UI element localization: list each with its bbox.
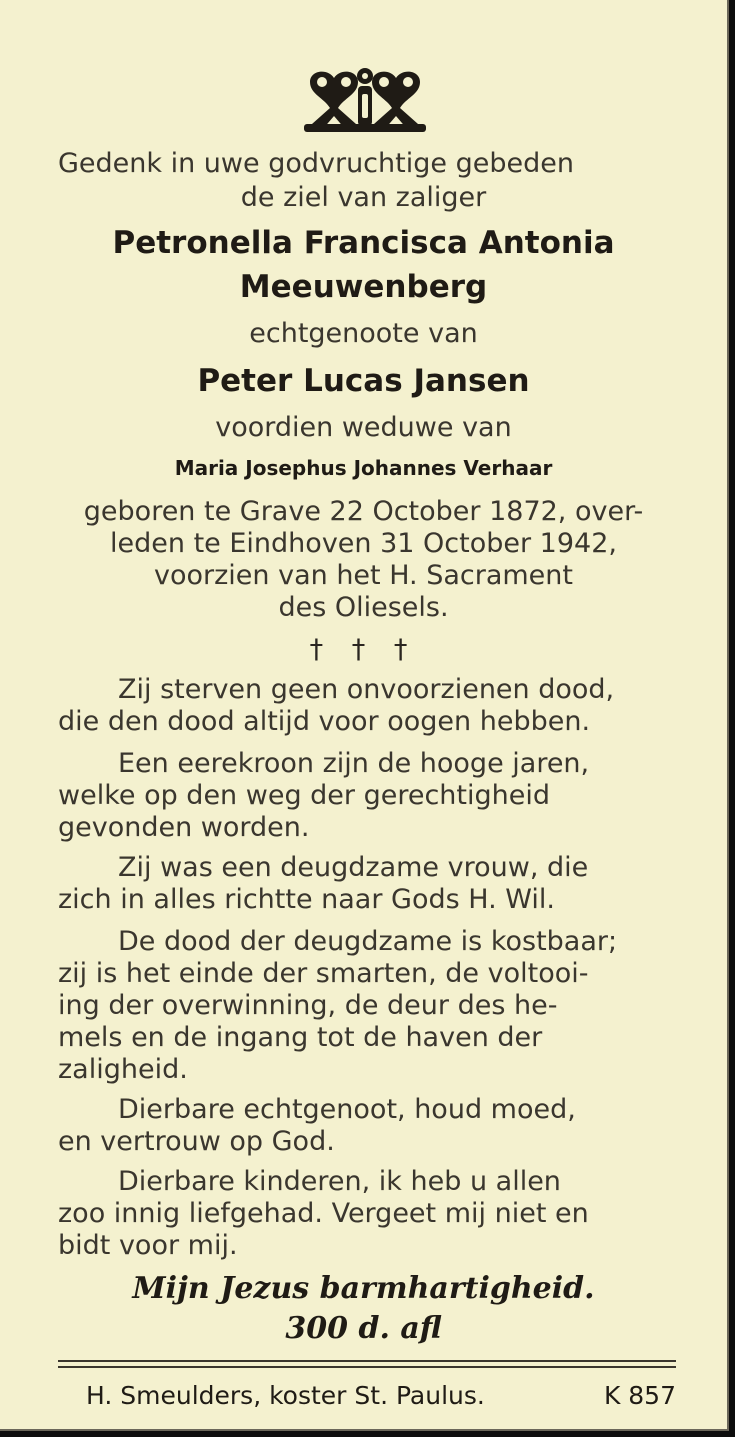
verse-2-line-1: Een eerekroon zijn de hooge jaren,: [118, 748, 590, 779]
verse-1-line-1: Zij sterven geen onvoorzienen dood,: [118, 674, 615, 705]
crosses: † † †: [309, 634, 418, 665]
spouse-name: Peter Lucas Jansen: [197, 363, 530, 399]
ornament-icon: [300, 64, 430, 134]
verse-6-line-2: zoo innig liefgehad. Vergeet mij niet en: [58, 1198, 589, 1229]
divider-rule-top: [58, 1360, 676, 1362]
deceased-surname: Meeuwenberg: [239, 269, 488, 305]
indulgence: 300 d. afl: [285, 1311, 442, 1346]
verse-3-line-2: zich in alles richtte naar Gods H. Wil.: [58, 884, 555, 915]
verse-4-line-2: zij is het einde der smarten, de voltooi-: [58, 958, 589, 989]
footer: [86, 1381, 676, 1410]
verse-1-line-2: die den dood altijd voor oogen hebben.: [58, 706, 591, 737]
printer-name: H. Smeulders, koster St. Paulus.: [86, 1381, 485, 1410]
invocation-line-2: de ziel van zaliger: [240, 182, 487, 213]
previous-spouse-name: Maria Josephus Johannes Verhaar: [174, 456, 553, 480]
verse-4-line-5: zaligheid.: [58, 1054, 188, 1085]
spouse-intro: echtgenoote van: [249, 318, 478, 349]
prayer: Mijn Jezus barmhartigheid.: [132, 1271, 595, 1306]
verse-4-line-4: mels en de ingang tot de haven der: [58, 1022, 543, 1053]
verse-5-line-2: en vertrouw op God.: [58, 1126, 335, 1157]
deceased-name: Petronella Francisca Antonia: [112, 225, 615, 261]
card-code: K 857: [603, 1381, 676, 1410]
verse-2-line-2: welke op den weg der gerechtigheid: [58, 780, 551, 811]
previous-intro: voordien weduwe van: [215, 412, 512, 443]
verse-4-line-3: ing der overwinning, de deur des he-: [58, 990, 558, 1021]
verse-3-line-1: Zij was een deugdzame vrouw, die: [118, 852, 589, 883]
verse-2-line-3: gevonden worden.: [58, 812, 310, 843]
verse-5-line-1: Dierbare echtgenoot, houd moed,: [118, 1094, 576, 1125]
life-line-4: des Oliesels.: [278, 592, 449, 623]
life-line-2: leden te Eindhoven 31 October 1942,: [110, 528, 617, 559]
invocation-text: Gedenk in uwe godvruchtige gebeden: [58, 148, 574, 179]
verse-6-line-1: Dierbare kinderen, ik heb u allen: [118, 1166, 561, 1197]
divider-rule-bottom: [58, 1366, 676, 1368]
life-line-1: geboren te Grave 22 October 1872, over-: [83, 496, 644, 527]
verse-6-line-3: bidt voor mij.: [58, 1230, 238, 1261]
invocation-line-1: [58, 150, 676, 177]
verse-4-line-1: De dood der deugdzame is kostbaar;: [118, 926, 618, 957]
life-line-3: voorzien van het H. Sacrament: [154, 560, 573, 591]
